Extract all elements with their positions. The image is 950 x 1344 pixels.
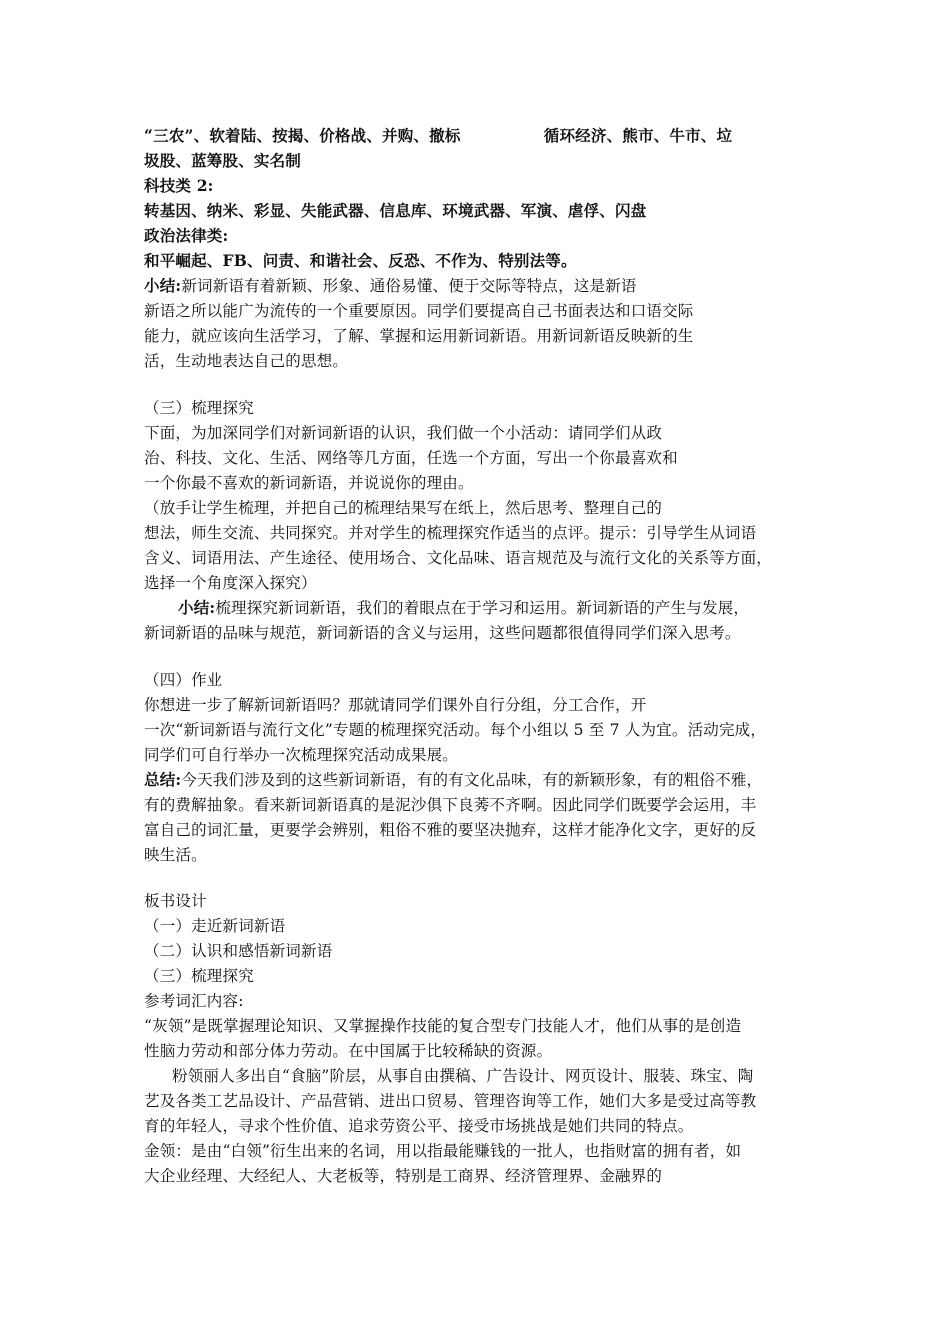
activity-line-2: 治、科技、文化、生活、网络等几方面，任选一个方面，写出一个你最喜欢和 [144,449,678,467]
summary-paragraph-1-line-3: 能力，就应该向生活学习，了解、掌握和运用新词新语。用新词新语反映新的生 [144,327,694,345]
homework-line-2: 一次“新词新语与流行文化”专题的梳理探究活动。每个小组以 5 至 7 人为宜。活动完成， [144,721,767,739]
reference-gold-collar-line-1: 金领：是由“白领”衍生出来的名词，用以指最能赚钱的一批人，也指财富的拥有者，如 [144,1142,742,1160]
note-line-4: 选择一个角度深入探究） [144,574,317,592]
summary-paragraph-1-line-1 [144,274,637,298]
reference-pink-collar-line-1: 粉领丽人多出自“食脑”阶层，从事自由撰稿、广告设计、网页设计、服装、珠宝、陶 [172,1067,754,1085]
summary-paragraph-1-line-2: 新语之所以能广为流传的一个重要原因。同学们要提高自己书面表达和口语交际 [144,302,694,320]
reference-gray-collar-line-1: “灰领”是既掌握理论知识、又掌握操作技能的复合型专门技能人才，他们从事的是创造 [144,1017,742,1035]
summary-label: 小结: [144,276,182,295]
summary-paragraph-2-line-1 [178,596,749,620]
vocab-politics-line: 和平崛起、FB、问责、和谐社会、反恐、不作为、特别法等。 [144,251,577,270]
reference-pink-collar-line-3: 育的年轻人，寻求个性价值、追求劳资公平、接受市场挑战是她们共同的特点。 [144,1117,694,1135]
conclusion-line-1 [144,768,762,792]
vocab-economy-line-1 [144,124,732,148]
homework-line-3: 同学们可自行举办一次梳理探究活动成果展。 [144,746,459,764]
vocab-tech-line: 转基因、纳米、彩显、失能武器、信息库、环境武器、军演、虐俘、闪盘 [144,201,647,220]
activity-line-3: 一个你最不喜欢的新词新语，并说说你的理由。 [144,474,474,492]
reference-gold-collar-line-2: 大企业经理、大经纪人、大老板等，特别是工商界、经济管理界、金融界的 [144,1167,663,1185]
vocab-economy-part-a: “三农”、软着陆、按揭、价格战、并购、撤标 [144,126,461,145]
summary-text: 梳理探究新词新语，我们的着眼点在于学习和运用。新词新语的产生与发展， [215,599,750,617]
board-item-3: （三）梳理探究 [144,967,254,985]
board-item-1: （一）走近新词新语 [144,917,286,935]
conclusion-line-4: 映生活。 [144,846,207,864]
category-heading-tech: 科技类 2: [144,176,214,195]
section-heading-3: （三）梳理探究 [144,399,254,417]
board-item-2: （二）认识和感悟新词新语 [144,942,333,960]
summary-paragraph-1-line-4: 活，生动地表达自己的思想。 [144,352,349,370]
board-design-heading: 板书设计 [144,892,207,910]
note-line-3: 含义、词语用法、产生途径、使用场合、文化品味、语言规范及与流行文化的关系等方面， [144,549,773,567]
conclusion-label: 总结: [144,770,182,789]
reference-heading: 参考词汇内容: [144,992,244,1010]
vocab-economy-line-2: 圾股、蓝筹股、实名制 [144,151,302,170]
reference-pink-collar-line-2: 艺及各类工艺品设计、产品营销、进出口贸易、管理咨询等工作，她们大多是受过高等教 [144,1092,757,1110]
note-line-1: （放手让学生梳理，并把自己的梳理结果写在纸上，然后思考、整理自己的 [144,499,663,517]
conclusion-text: 今天我们涉及到的这些新词新语，有的有文化品味，有的新颖形象，有的粗俗不雅， [181,771,763,789]
vocab-economy-part-b: 循环经济、熊市、牛市、垃 [543,126,733,145]
homework-line-1: 你想进一步了解新词新语吗？那就请同学们课外自行分组，分工合作，开 [144,696,647,714]
conclusion-line-3: 富自己的词汇量，更要学会辨别，粗俗不雅的要坚决抛弃，这样才能净化文字，更好的反 [144,821,757,839]
summary-label: 小结: [178,598,216,617]
section-heading-4: （四）作业 [144,671,223,689]
activity-line-1: 下面，为加深同学们对新词新语的认识，我们做一个小活动：请同学们从政 [144,424,663,442]
summary-text: 新词新语有着新颖、形象、通俗易懂、便于交际等特点，这是新语 [181,277,637,295]
reference-gray-collar-line-2: 性脑力劳动和部分体力劳动。在中国属于比较稀缺的资源。 [144,1042,553,1060]
summary-paragraph-2-line-2: 新词新语的品味与规范，新词新语的含义与运用，这些问题都很值得同学们深入思考。 [144,624,741,642]
note-line-2: 想法，师生交流、共同探究。并对学生的梳理探究作适当的点评。提示：引导学生从词语 [144,524,757,542]
conclusion-line-2: 有的费解抽象。看来新词新语真的是泥沙俱下良莠不齐啊。因此同学们既要学会运用，丰 [144,796,757,814]
category-heading-politics: 政治法律类: [144,226,229,245]
